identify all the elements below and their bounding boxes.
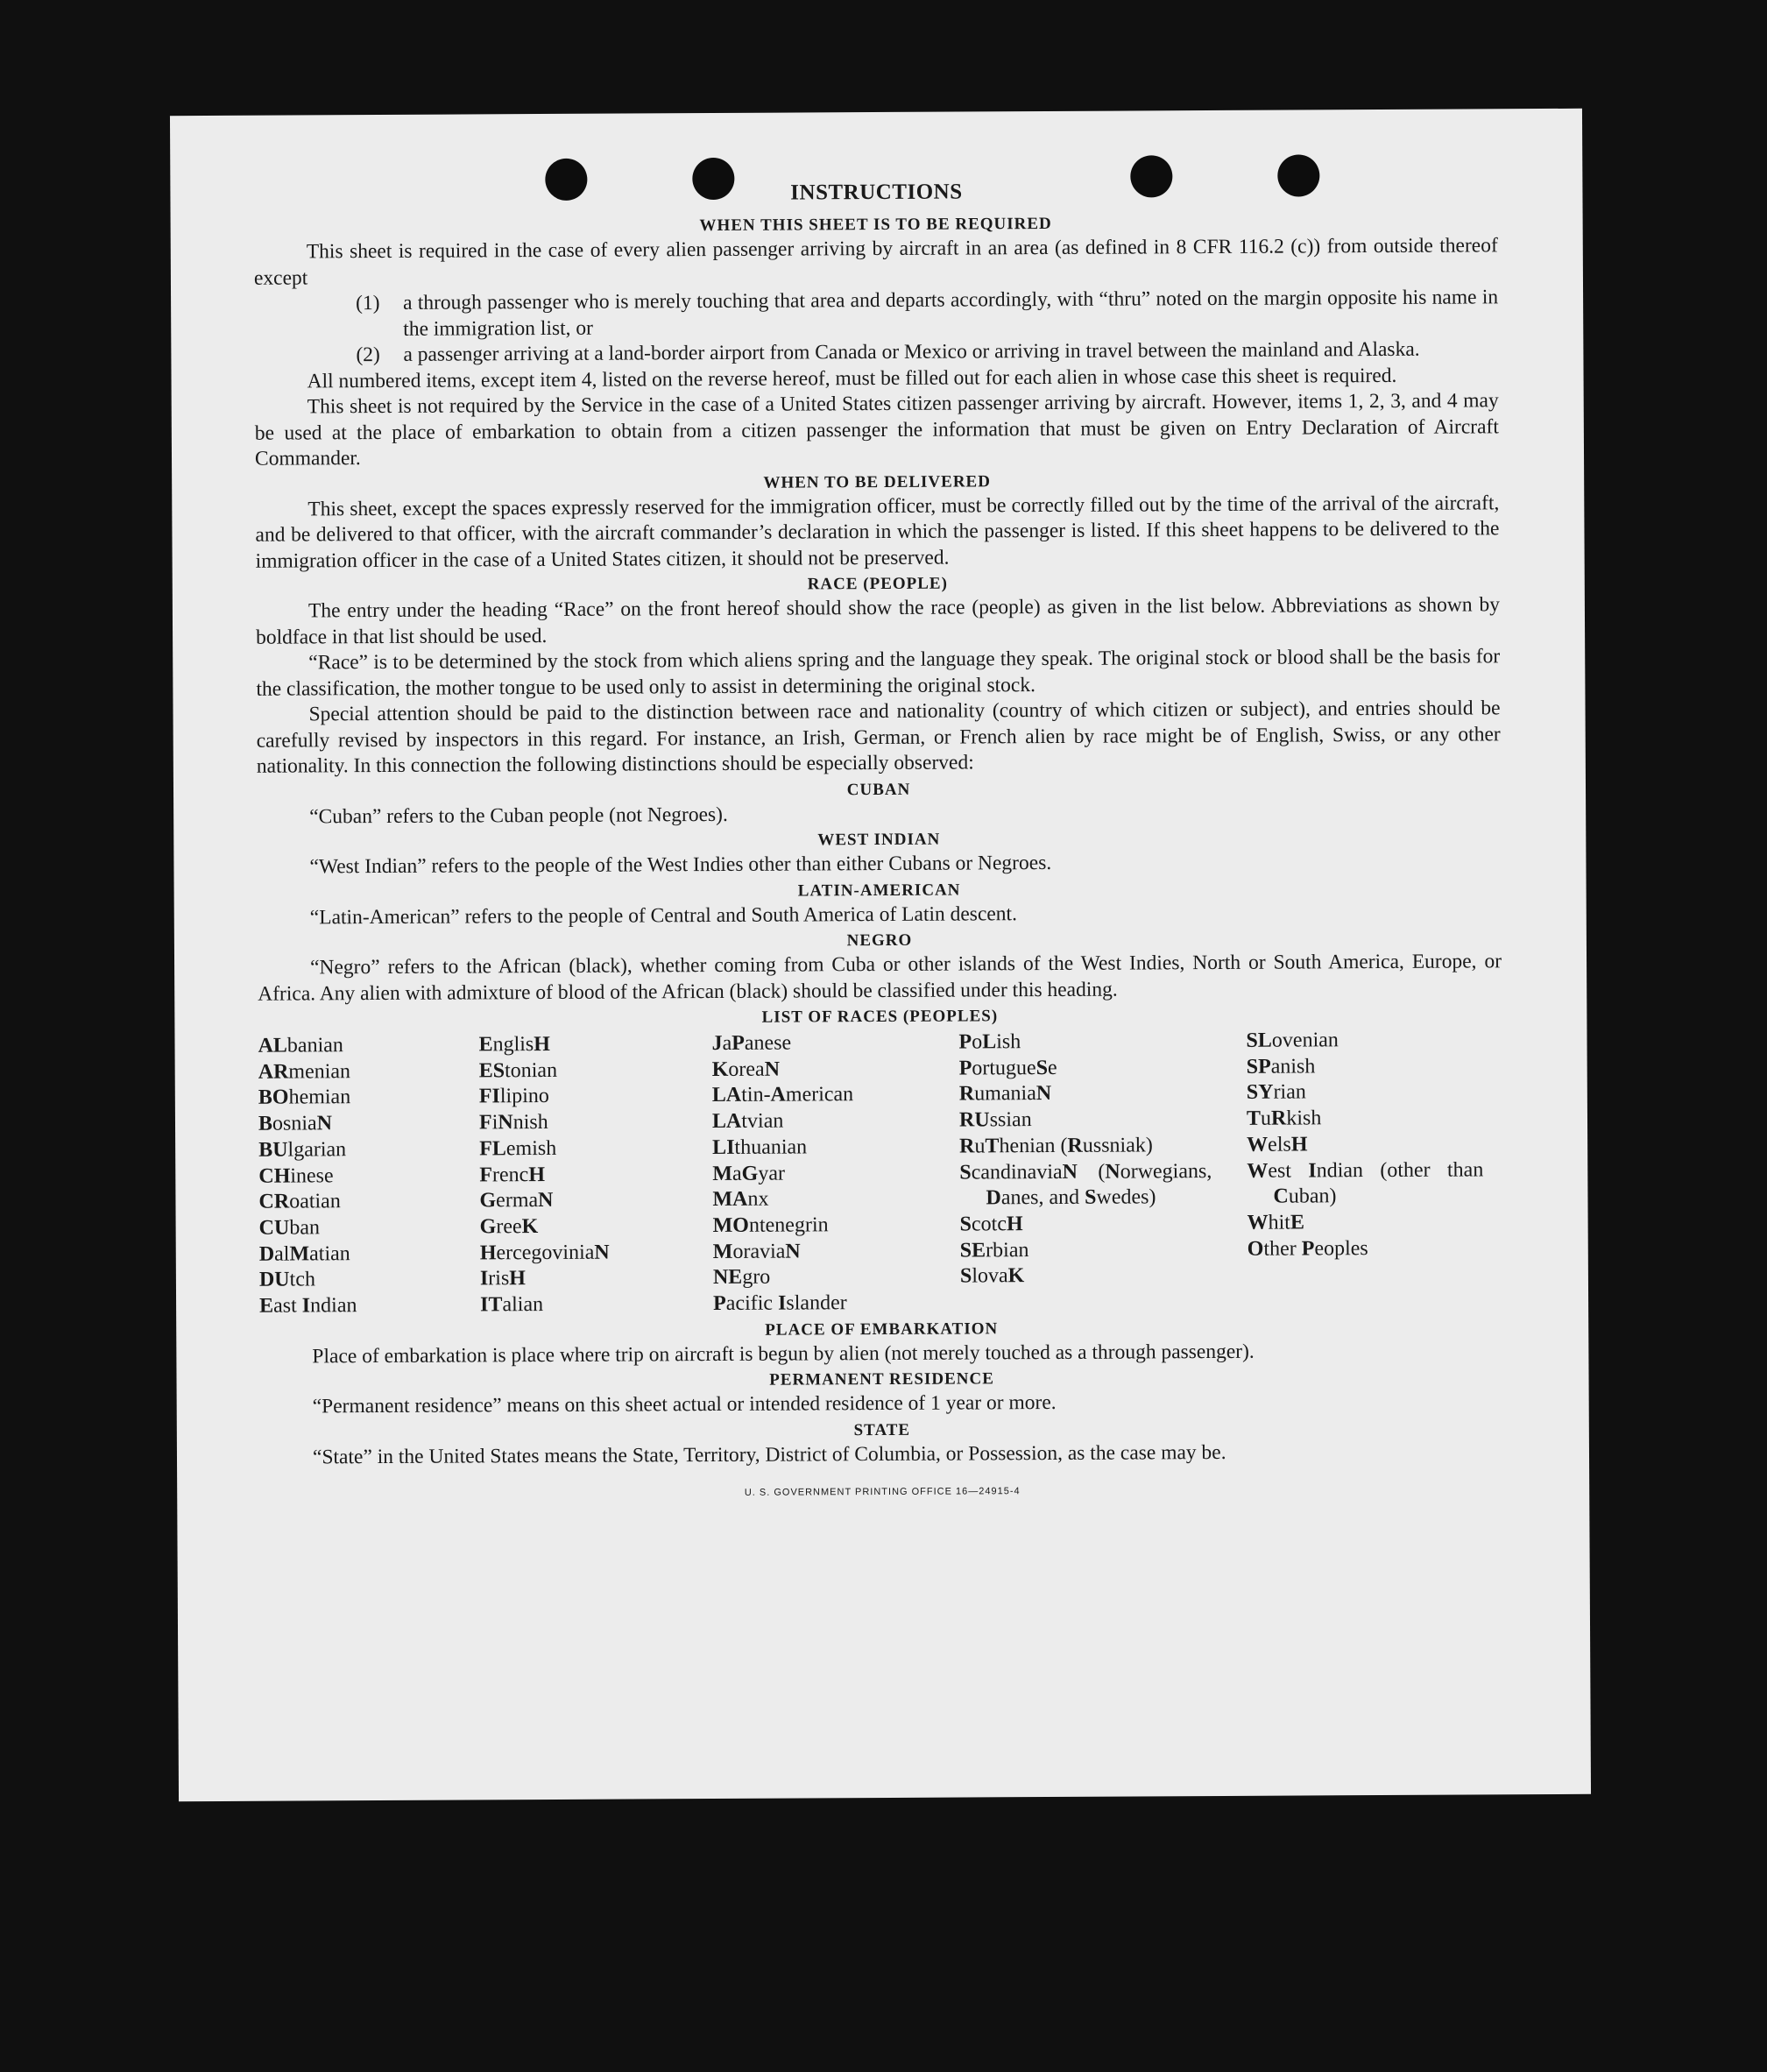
- west-indian-definition: “West Indian” refers to the people of the West Indies other than either Cubans or Negroes.: [309, 851, 1052, 879]
- race-entry: RuThenian (Russniak): [959, 1134, 1153, 1158]
- race-entry: FiNnish: [478, 1111, 548, 1135]
- race-entry: ScandinaviaN (Norwegians, Danes, and Swedes): [959, 1159, 1212, 1210]
- race-entry: PoLish: [958, 1030, 1021, 1054]
- race-entry: HercegoviniaN: [479, 1241, 610, 1265]
- race-entry: GermaN: [479, 1189, 554, 1213]
- race-entry: DalMatian: [258, 1241, 350, 1266]
- section-heading-race: RACE (PEOPLE): [807, 574, 948, 594]
- section-heading-required: WHEN THIS SHEET IS TO BE REQUIRED: [699, 214, 1052, 236]
- race-entry: IrisH: [479, 1267, 527, 1291]
- delivered-paragraph: This sheet, except the spaces expressly reserved for the immigration officer, must be correctly filled out by the time of the arrival of the aircraft, and be delivered to that officer, with the aircraft commander’s declaration in which the passenger is listed. If this sheet happens to be delivered to the immigration officer in the case of a United States citizen, it should not be preserved.: [255, 491, 1500, 573]
- race-entry: GreeK: [479, 1214, 539, 1239]
- race-entry: CRoatian: [258, 1190, 341, 1213]
- race-entry: SPanish: [1246, 1055, 1316, 1078]
- race-entry: SErbian: [959, 1238, 1029, 1262]
- exception-item: (2) a passenger arriving at a land-border airport from Canada or Mexico or arriving in travel between the mainland and Alaska.: [356, 337, 1420, 367]
- race-list: [258, 1027, 1503, 1319]
- race-paragraph: Special attention should be paid to the distinction between race and nationality (country of which citizen or subject), and entries should be carefully revised by inspectors in this regard. For instance, an Irish, German, or French alien by race might be of English, Swiss, or any other nationality. In this connection the following distinctions should be especially observed:: [256, 697, 1501, 778]
- race-entry: FIlipino: [478, 1085, 549, 1108]
- cuban-definition: “Cuban” refers to the Cuban people (not Negroes).: [309, 803, 728, 828]
- race-entry: CUban: [258, 1216, 321, 1240]
- race-paragraph: “Race” is to be determined by the stock from which aliens spring and the language they speak. The original stock or blood shall be the basis for the classification, the mother tongue to be used only to assist in determining the original stock.: [256, 645, 1501, 701]
- instruction-sheet: [170, 109, 1591, 1801]
- section-heading-delivered: WHEN TO BE DELIVERED: [763, 471, 991, 492]
- section-heading-west-indian: WEST INDIAN: [817, 830, 941, 850]
- required-paragraph: This sheet is not required by the Service in the case of a United States citizen passenger arriving by aircraft. However, items 1, 2, 3, and 4 may be used at the place of embarkation to obtain from a citizen passenger the information that must be given on Entry Declaration of Aircraft Commander.: [254, 389, 1499, 470]
- race-entry: TuRkish: [1246, 1107, 1322, 1130]
- race-paragraph: The entry under the heading “Race” on the front hereof should show the race (people) as given in the list below. Abbreviations as shown by boldface in that list should be used.: [256, 593, 1500, 649]
- race-entry: BUlgarian: [258, 1138, 347, 1162]
- race-entry: SYrian: [1246, 1080, 1306, 1105]
- race-entry: EnglisH: [478, 1032, 550, 1057]
- page-title: INSTRUCTIONS: [790, 180, 963, 205]
- section-heading-latin-american: LATIN-AMERICAN: [797, 880, 961, 900]
- section-heading-list-of-races: LIST OF RACES (PEOPLES): [761, 1007, 999, 1027]
- race-entry: CHinese: [258, 1163, 334, 1188]
- printing-office-footer: U. S. GOVERNMENT PRINTING OFFICE 16—24915-4: [744, 1486, 1021, 1499]
- race-entry: MAnx: [712, 1187, 769, 1212]
- exception-item: (1) a through passenger who is merely touching that area and departs accordingly, with “thru” noted on the margin opposite his name in the immigration list, or: [356, 286, 1499, 341]
- latin-american-definition: “Latin-American” refers to the people of Central and South America of Latin descent.: [309, 902, 1017, 929]
- document-body: [254, 209, 1505, 1509]
- race-entry: West Indian (other than Cuban): [1247, 1157, 1484, 1208]
- race-entry: PortugueSe: [958, 1056, 1057, 1080]
- race-entry: RumaniaN: [958, 1082, 1052, 1106]
- race-entry: FrencH: [479, 1163, 546, 1186]
- race-entry: BOhemian: [258, 1086, 351, 1110]
- residence-definition: “Permanent residence” means on this sheet actual or intended residence of 1 year or more.: [312, 1391, 1057, 1418]
- section-heading-cuban: CUBAN: [846, 780, 911, 799]
- race-entry: Pacific Islander: [713, 1291, 847, 1316]
- race-entry: MoraviaN: [712, 1240, 801, 1263]
- race-entry: Other Peoples: [1247, 1236, 1368, 1261]
- section-heading-negro: NEGRO: [846, 930, 913, 951]
- state-definition: “State” in the United States means the State, Territory, District of Columbia, or Possession, as the case may be.: [312, 1440, 1226, 1469]
- section-heading-state: STATE: [853, 1420, 911, 1439]
- race-entry: MaGyar: [712, 1162, 786, 1185]
- section-heading-embarkation: PLACE OF EMBARKATION: [765, 1319, 999, 1340]
- race-entry: LAtvian: [711, 1109, 784, 1134]
- race-entry: BosniaN: [258, 1112, 333, 1135]
- race-entry: RUssian: [958, 1108, 1032, 1132]
- race-entry: ARmenian: [258, 1059, 351, 1084]
- required-paragraph: All numbered items, except item 4, listed on the reverse hereof, must be filled out for each alien in whose case this sheet is required.: [307, 364, 1397, 392]
- section-heading-residence: PERMANENT RESIDENCE: [769, 1369, 994, 1390]
- race-entry: MOntenegrin: [712, 1213, 829, 1237]
- race-entry: WhitE: [1247, 1211, 1305, 1234]
- race-entry: ITalian: [480, 1293, 544, 1317]
- race-column: [258, 1032, 480, 1319]
- race-column: [958, 1029, 1248, 1316]
- race-entry: East Indian: [259, 1294, 357, 1318]
- race-entry: DUtch: [258, 1268, 316, 1292]
- race-entry: EStonian: [478, 1058, 558, 1083]
- race-entry: ScotcH: [959, 1213, 1023, 1236]
- race-entry: ALbanian: [258, 1034, 343, 1057]
- negro-definition: “Negro” refers to the African (black), whether coming from Cuba or other islands of the West Indies, North or South America, Europe, or Africa. Any alien with admixture of blood of the African (black) should be classified under this heading.: [258, 950, 1502, 1006]
- race-entry: FLemish: [479, 1136, 557, 1161]
- race-entry: LIthuanian: [712, 1135, 808, 1159]
- race-entry: LAtin-American: [711, 1083, 854, 1107]
- embarkation-definition: Place of embarkation is place where trip on aircraft is begun by alien (not merely touched as a through passenger).: [312, 1340, 1255, 1368]
- race-entry: JaPanese: [711, 1031, 792, 1056]
- race-column: [478, 1031, 713, 1319]
- race-entry: SLovenian: [1246, 1029, 1339, 1052]
- race-column: [1246, 1027, 1484, 1314]
- race-entry: KoreaN: [711, 1057, 781, 1081]
- race-column: [711, 1030, 960, 1318]
- required-intro: This sheet is required in the case of every alien passenger arriving by aircraft in an area (as defined in 8 CFR 116.2 (c)) from outside thereof except: [253, 234, 1498, 290]
- race-entry: WelsH: [1247, 1133, 1308, 1156]
- race-entry: NEgro: [712, 1265, 771, 1290]
- race-entry: SlovaK: [959, 1264, 1025, 1288]
